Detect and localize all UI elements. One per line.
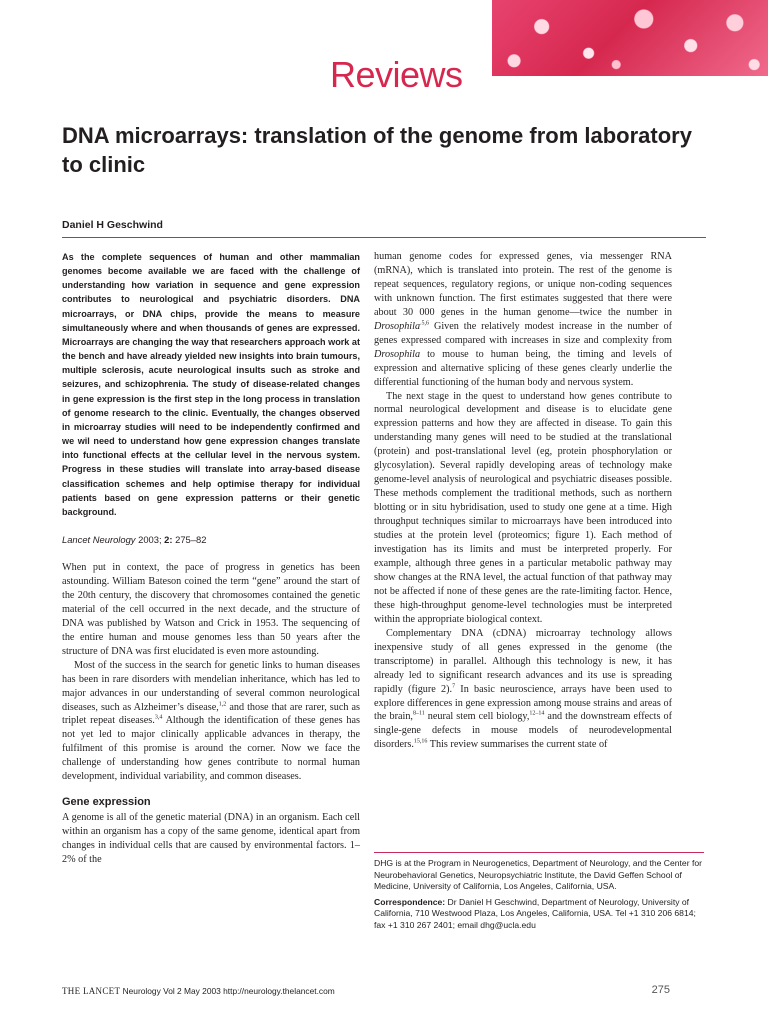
- gene-expression-paragraph: A genome is all of the genetic material (DNA) in an organism. Each cell within an organism has a copy of the same genome, identical apart from changes in individual cells that are caused by environmental factors. 1–2% of the: [62, 812, 360, 866]
- right-paragraph-1: [374, 250, 672, 390]
- reference-link[interactable]: 8–11: [412, 711, 425, 718]
- heading-gene-expression: Gene expression: [62, 796, 151, 809]
- text-run: human genome codes for expressed genes, via messenger RNA (mRNA), which is translated into protein. The rest of the genome is repeat sequences, regulatory regions, or unique non-coding sequences with unknown function. The first estimates suggested that there were about 30 000 genes in the human genome—twice the number in: [374, 251, 672, 318]
- affiliation-note: DHG is at the Program in Neurogenetics, Department of Neurology, and the Center for Neurobehavioral Genetics, Neuropsychiatric Institute, the David Geffen School of Medicine, University of California, Los Angeles, California, USA.: [374, 858, 702, 892]
- left-column: [62, 250, 360, 867]
- footer-info: Neurology Vol 2 May 2003 http://neurology.thelancet.com: [120, 986, 335, 996]
- citation-volume: 2:: [164, 533, 173, 545]
- right-paragraph-3: [374, 627, 672, 753]
- header-rule: [62, 237, 706, 238]
- text-run: and those that are rarer, such as triplet repeat diseases.: [62, 701, 360, 727]
- citation: [62, 534, 360, 545]
- header-banner-image: [492, 0, 768, 76]
- reference-link[interactable]: 1,2: [218, 701, 227, 708]
- page-number: 275: [651, 984, 670, 996]
- reference-link[interactable]: 12–14: [529, 711, 545, 718]
- reference-link[interactable]: .5,6: [420, 320, 430, 327]
- abstract: As the complete sequences of human and other mammalian genomes become available we are faced with the challenge of understanding how variation in sequence and gene expression contributes to neurological and psychiatric disorders. DNA microarrays, or DNA chips, provide the means to measure simultaneously where and when thousands of genes are expressed. Microarrays are changing the way that researchers approach work at the bench and have already yielded new insights into brain tumours, multiple sclerosis, acute neurological insults such as stroke and seizures, and schizophrenia. The study of disease-related changes in gene expression is the first step in the long process in translation of genome research to the clinic. Eventually, the changes observed in microarray studies will need to be independently confirmed and we wil need to understand how gene expression changes translate into functional effects at the cellular level in the nervous system. Progress in these studies will translate into array-based disease classification schemes and help optimise therapy for individual patients based on gene expression patterns or their genetic background.: [62, 252, 360, 517]
- citation-pages: 275–82: [172, 533, 207, 545]
- text-run: This review summarises the current state of: [427, 739, 608, 751]
- article-author: Daniel H Geschwind: [62, 219, 163, 231]
- species-name: Drosophila: [374, 320, 421, 332]
- correspondence-note: [374, 897, 704, 932]
- reference-link[interactable]: 3,4: [154, 715, 163, 722]
- citation-year: 2003;: [135, 533, 165, 545]
- page-footer: [62, 986, 706, 996]
- author-notes: [374, 852, 704, 936]
- text-run: Given the relatively modest increase in the number of genes expressed compared with increases in size and complexity from: [374, 320, 672, 346]
- right-column: [374, 250, 672, 752]
- text-run: Most of the success in the search for genetic links to human diseases has been in rare disorders with mendelian inheritance, which has led to major advances in our understanding of several common neurological diseases, such as Alzheimer’s disease,: [62, 659, 360, 713]
- intro-paragraph-2: [62, 659, 360, 785]
- correspondence-text: Dr Daniel H Geschwind, Department of Neurology, University of California, 710 Westwood Plaza, Los Angeles, California, USA. Tel +1 310 206 6814; fax +1 310 267 2401; email dhg@ucla.edu: [374, 896, 696, 930]
- text-run: In basic neuroscience, arrays have been used to explore differences in gene expression among mouse strains and areas of the brain,: [374, 683, 672, 723]
- section-label: Reviews: [330, 54, 463, 95]
- text-run: neural stem cell biology,: [424, 711, 530, 723]
- citation-journal: Lancet Neurology: [62, 533, 136, 545]
- text-run: to mouse to human being, the timing and levels of expression and alternative splicing of these genes clearly underlie the differential functioning of the human body and nervous system.: [374, 348, 672, 388]
- right-paragraph-2: The next stage in the quest to understand how genes contribute to normal neurological development and disease is to elucidate gene expression patterns and how they are affected in disease. To gain this understanding many genes will need to be studied at the translational (protein) and post-translational level (eg, protein phosphorylation or glycosylation). Several rapidly developing areas of technology make genome-level analysis of neurological and psychiatric diseases possible. These methods complement the traditional methods, such as northern blotting or in situ hybridisation, used to study one gene at a time. High throughput techniques similar to microarrays have been introduced into studies at the protein level (proteomics; figure 1). Each method of investigation has its limits and must be interpreted properly. For example, although three genes in a particular metabolic pathway may show changes at the RNA level, the actual function of that pathway may not be affected if none of these genes are the rate-limiting factor. Hence, these high-throughput genome-level technologies must be interpreted within the appropriate biological context.: [374, 390, 672, 625]
- journal-name: THE LANCET: [62, 986, 121, 996]
- correspondence-label: Correspondence:: [374, 896, 446, 907]
- text-run: Although the identification of these genes has not yet led to major clinically applicable advances in therapy, the fulfilment of this promise is around the corner. Now we face the challenge of understanding how genes contribute to normal human development, individual variability, and common diseases.: [62, 715, 360, 783]
- species-name: Drosophila: [374, 348, 421, 360]
- reference-link[interactable]: 15,16: [413, 738, 428, 745]
- text-run: and the downstream effects of single-gene defects in mouse models of neurodevelopmental disorders.: [374, 711, 672, 751]
- article-title: DNA microarrays: translation of the genome from laboratory to clinic: [62, 123, 692, 177]
- intro-paragraph-1: When put in context, the pace of progress in genetics has been astounding. William Bateson coined the term “gene” around the start of the 20th century, the discovery that chromosomes contained the genetic material of the cell occurred in the next decade, and the structure of DNA was published by Watson and Crick in 1953. The sequencing of the entire human and mouse genomes less than 50 years after the structure of DNA was first elucidated is even more astounding.: [62, 561, 360, 657]
- text-run: Complementary DNA (cDNA) microarray technology allows inexpensive study of all genes expressed in the genome (the transcriptome) in parallel. Although this technology is new, it has already led to significant research advances and its use is spreading rapidly (figure 2).: [374, 627, 672, 695]
- reference-link[interactable]: 7: [452, 683, 456, 690]
